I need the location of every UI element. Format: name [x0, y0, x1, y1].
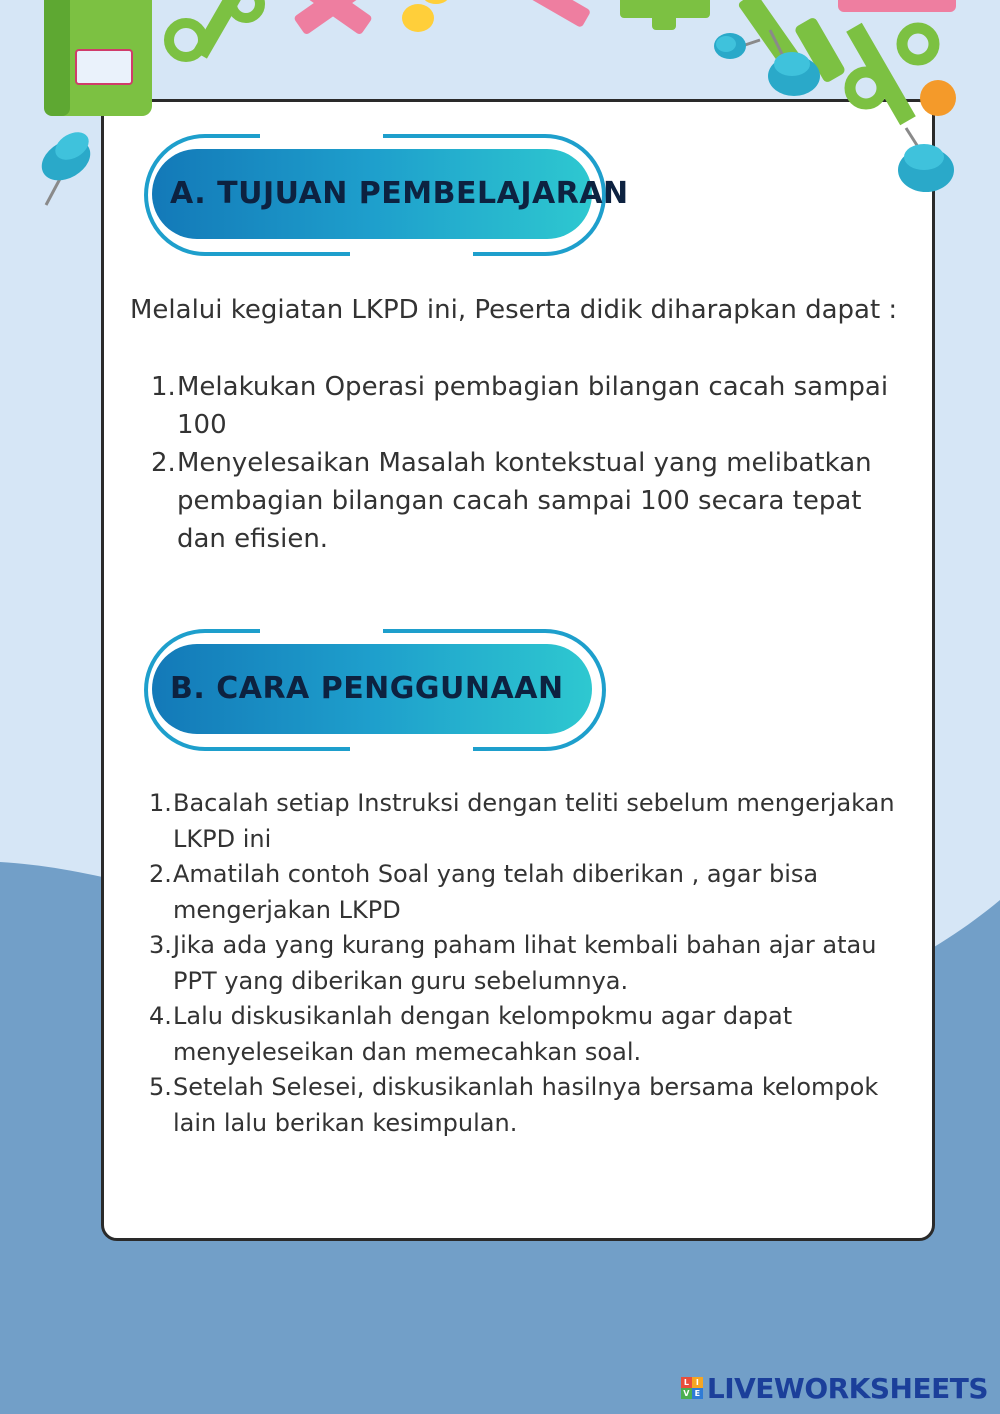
list-item	[149, 1070, 913, 1141]
logo-letter: I	[692, 1377, 703, 1388]
instructions-list	[149, 786, 913, 1141]
item-text: Amatilah contoh Soal yang telah diberikan , agar bisa mengerjakan LKPD	[173, 860, 819, 924]
section-b-title: B. CARA PENGGUNAAN	[170, 671, 564, 706]
logo-letter: L	[681, 1377, 692, 1388]
logo-mark-icon	[681, 1377, 703, 1399]
list-item	[149, 786, 913, 857]
section-a-header	[135, 130, 629, 260]
item-number: 2.	[149, 860, 172, 888]
item-text: Melakukan Operasi pembagian bilangan cacah sampai 100	[177, 372, 889, 440]
logo-letter: V	[681, 1388, 692, 1399]
item-text: Jika ada yang kurang paham lihat kembali bahan ajar atau PPT yang diberikan guru sebelumnya.	[173, 931, 877, 995]
intro-text: Melalui kegiatan LKPD ini, Peserta didik diharapkan dapat :	[130, 295, 898, 325]
logo-letter: E	[692, 1388, 703, 1399]
objectives-list	[151, 368, 907, 558]
section-a-title: A. TUJUAN PEMBELAJARAN	[170, 176, 629, 211]
item-number: 3.	[149, 931, 172, 959]
list-item	[151, 444, 907, 558]
section-b-header	[135, 625, 615, 755]
section-b-pill	[152, 644, 592, 734]
item-number: 2.	[151, 448, 176, 478]
liveworksheets-logo[interactable]	[681, 1370, 988, 1406]
item-text: Lalu diskusikanlah dengan kelompokmu agar dapat menyeleseikan dan memecahkan soal.	[173, 1002, 793, 1066]
brand-name: LIVEWORKSHEETS	[706, 1371, 988, 1405]
section-a-pill	[152, 149, 629, 239]
list-item	[149, 928, 913, 999]
list-item	[149, 857, 913, 928]
item-number: 5.	[149, 1073, 172, 1101]
item-text: Bacalah setiap Instruksi dengan teliti sebelum mengerjakan LKPD ini	[173, 789, 895, 853]
list-item	[149, 999, 913, 1070]
list-item	[151, 368, 907, 444]
item-text: Setelah Selesei, diskusikanlah hasilnya bersama kelompok lain lalu berikan kesimpulan.	[173, 1073, 879, 1137]
item-text: Menyelesaikan Masalah kontekstual yang melibatkan pembagian bilangan cacah sampai 100 secara tepat dan efisien.	[177, 448, 872, 554]
item-number: 1.	[151, 372, 176, 402]
item-number: 4.	[149, 1002, 172, 1030]
item-number: 1.	[149, 789, 172, 817]
